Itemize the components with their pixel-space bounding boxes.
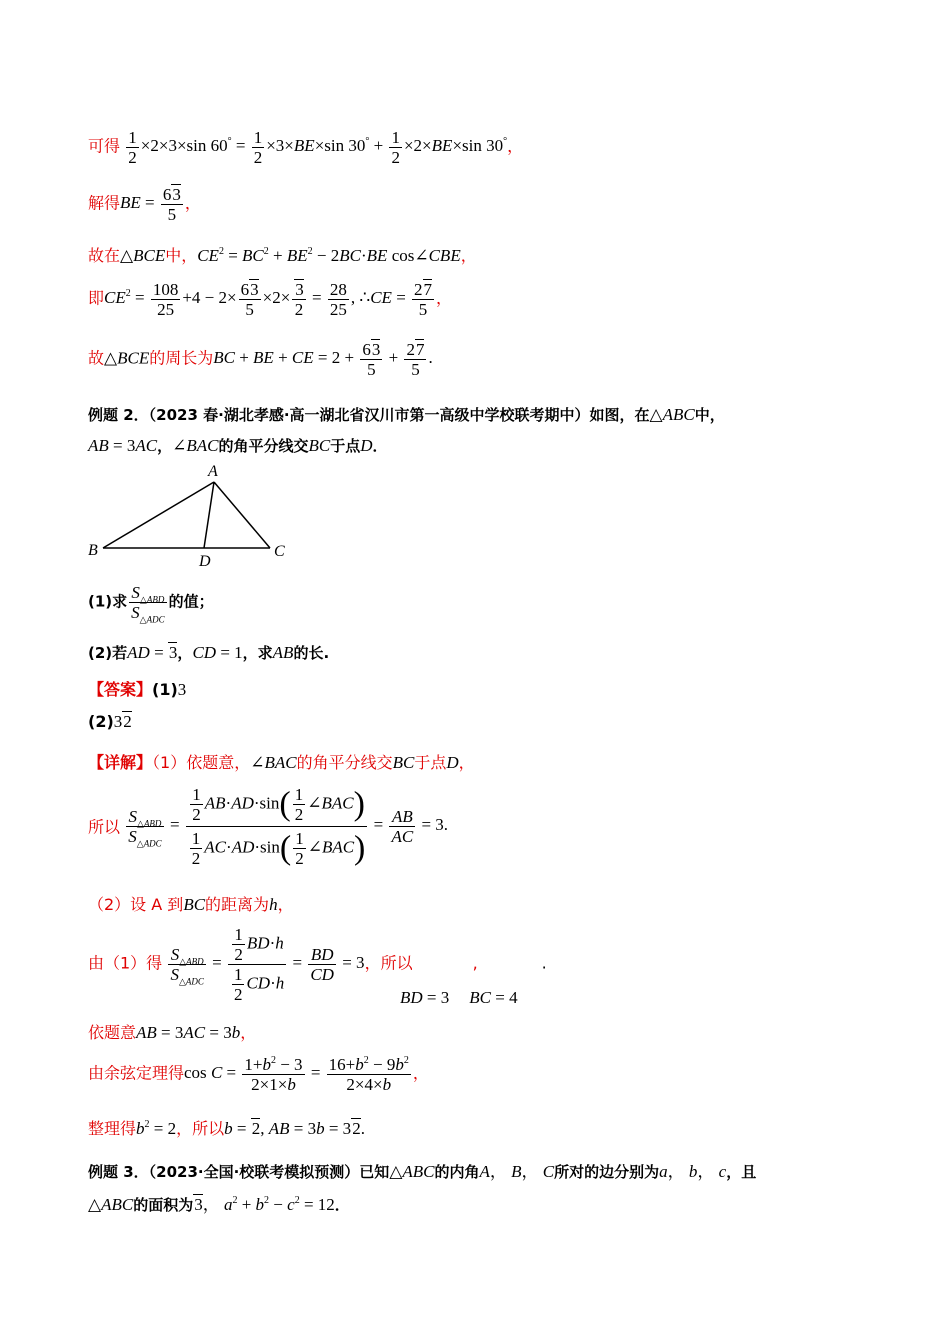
example-2-title: 例题 2．（2023 春·湖北孝感·高一湖北省汉川市第一高级中学校联考期中）如图，在△ABC中，	[88, 405, 725, 424]
equation-line-5: 故△BCE的周长为BC + BE + CE = 2 + $\frac{63}{5}$ + $\frac{27}{5}$ .	[88, 340, 433, 379]
vertex-label-d: D	[199, 553, 211, 570]
vertex-label-a: A	[208, 463, 218, 480]
vertex-label-c: C	[274, 543, 285, 560]
detail-line-2: 所以 $\frac{S_{\triangle ABD}}{S_{\triangle ADC}}$ = $\frac{1}{2}$ AB·AD·sin( $\frac{1}{2}$ ∠BAC) $\frac{1}{2}$ AC·AD·sin( $\frac{1}{2}$ ∠BAC) = $\frac{AB}{AC}$ = 3.	[88, 785, 449, 868]
detail-line-7: 整理得$b^2 = 2$，所以b = 2, AB = 3b = 32.	[88, 1119, 365, 1138]
example-2-line-2: AB = 3AC，∠BAC的角平分线交BC于点D．	[88, 436, 388, 455]
detail-line-1: 【详解】（1）依题意，∠BAC的角平分线交BC于点D，	[88, 753, 475, 772]
line-prefix: 即	[88, 288, 105, 308]
answer-line-1: 【答案】(1)3	[88, 680, 187, 699]
line-prefix: 解得	[88, 193, 121, 213]
equation-line-3: 故在△BCE中，$CE^2 = BC^2 + BE^2 - 2BC\cdot BE$ cos∠CBE，	[88, 246, 477, 265]
vertex-label-b: B	[88, 542, 98, 559]
detail-line-4b: BD = 3 BC = 4	[400, 988, 518, 1007]
example-3-line-2: △ABC的面积为3， $a^2 + b^2 - c^2 = 12$．	[88, 1195, 350, 1214]
equation-line-4: 即$CE^2$ = $\frac{108}{25}$ +4 − 2× $\frac{63}{5}$ ×2× $\frac{3}{2}$ = $\frac{28}{25}$ , ∴CE = $\frac{27}{5}$ ，	[88, 280, 453, 319]
detail-line-6: 由余弦定理得cos C = $\frac{1+b^2 - 3}{2\times 1\times b}$ = $\frac{16+b^2 - 9b^2}{2\times 4\times b}$ ，	[88, 1055, 429, 1094]
answer-tag: 【答案】	[88, 680, 153, 699]
question-1: (1)求 $\frac{S_{\triangle ABD}}{S_{\triangle ADC}}$ 的值；	[88, 583, 214, 625]
equation-line-2: 解得BE = $\frac{63}{5}$ ，	[88, 185, 201, 224]
triangle-figure	[80, 460, 300, 575]
detail-line-5: 依题意AB = 3AC = 3b，	[88, 1023, 257, 1042]
detail-line-3: （2）设 A 到BC的距离为h，	[88, 895, 294, 914]
line-prefix: 故	[88, 348, 105, 368]
line-mid: 中，	[165, 246, 198, 265]
detail-line-4: 由（1）得 $\frac{S_{\triangle ABD}}{S_{\triangle ADC}}$ = $\frac{1}{2}$ BD·h $\frac{1}{2}$ CD·h = $\frac{BD}{CD}$ = 3，所以 , .	[88, 925, 547, 1004]
line-prefix: 故在	[88, 246, 121, 265]
question-2: (2)若AD = 3，CD = 1，求AB的长.	[88, 643, 330, 662]
equation-line-1: 可得 $\frac{1}{2}$ ×2×3×sin 60° = $\frac{1}{2}$ ×3×BE×sin 30° + $\frac{1}{2}$ ×2×BE×sin 30°，	[88, 128, 524, 167]
line-mid: 的周长为	[149, 348, 214, 368]
line-prefix: 可得	[88, 136, 121, 156]
answer-line-2: (2)32	[88, 712, 132, 731]
detail-tag: 【详解】	[88, 753, 153, 772]
example-3-title: 例题 3．（2023·全国·校联考模拟预测）已知△ABC的内角A， B， C所对的边分别为a， b， c，且	[88, 1162, 757, 1181]
